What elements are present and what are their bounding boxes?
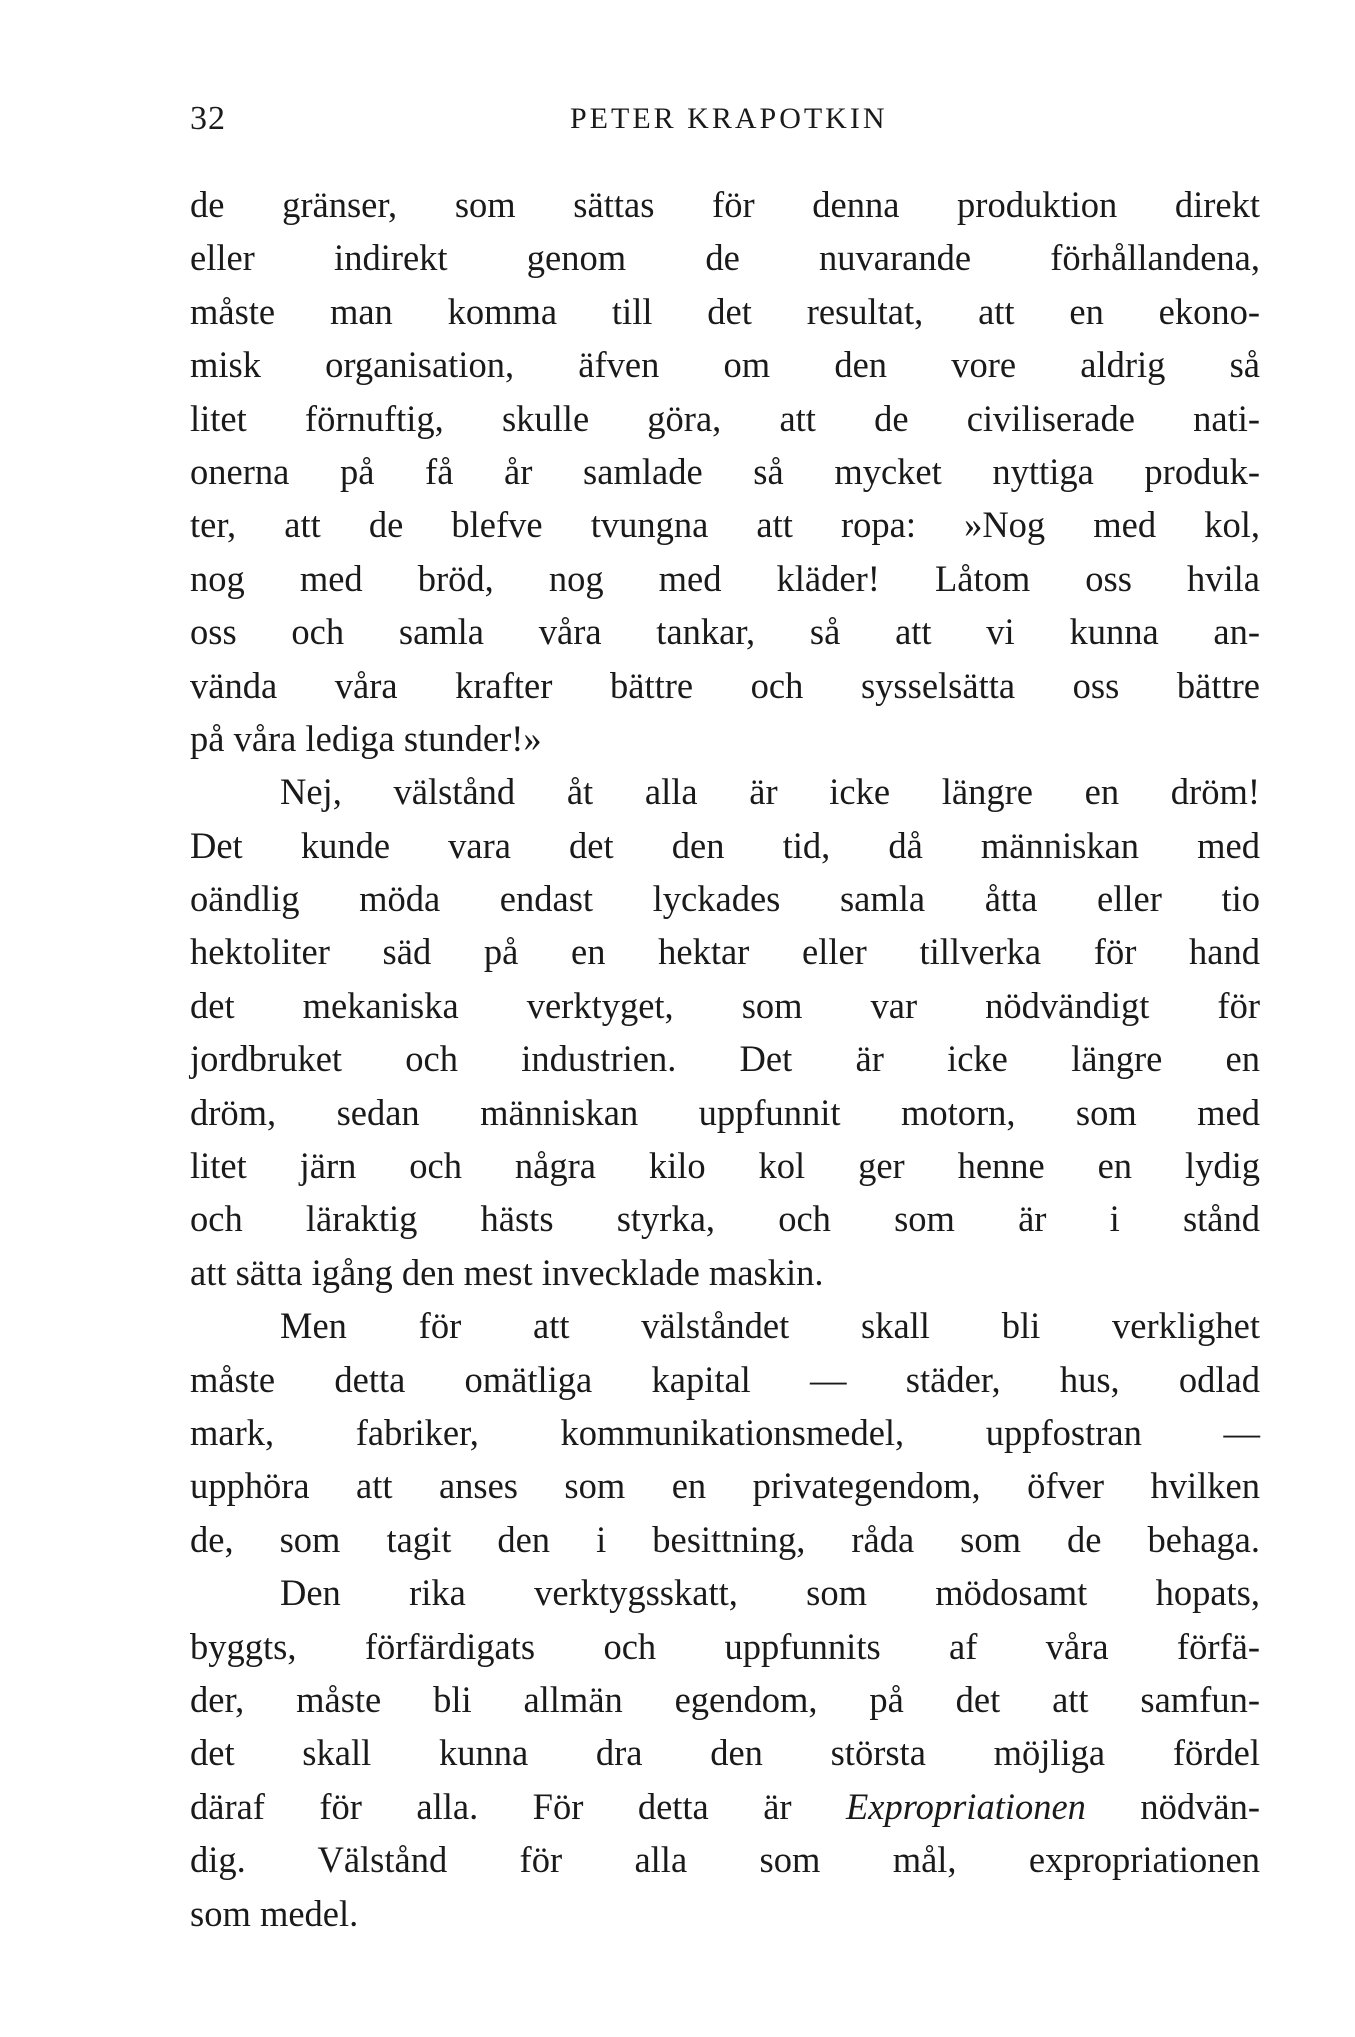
text-line: litet järn och några kilo kol ger henne en lydig — [190, 1145, 1260, 1187]
text-line: oändlig möda endast lyckades samla åtta eller tio — [190, 878, 1260, 920]
text-line: de, som tagit den i besittning, råda som de behaga. — [190, 1518, 1260, 1560]
text-line: mark, fabriker, kommunikationsmedel, uppfostran — — [190, 1411, 1260, 1453]
text-line: misk organisation, äfven om den vore aldrig så — [190, 344, 1260, 386]
text-line: byggts, förfärdigats och uppfunnits af våra förfä- — [190, 1625, 1260, 1667]
page-number: 32 — [190, 100, 226, 137]
text-line: onerna på få år samlade så mycket nyttiga produk- — [190, 450, 1260, 492]
text-line: upphöra att anses som en privategendom, öfver hvilken — [190, 1465, 1260, 1507]
text-line: som medel. — [190, 1892, 359, 1934]
text-line: att sätta igång den mest invecklade maskin. — [190, 1251, 824, 1293]
text-line: dig. Välstånd för alla som mål, expropriationen — [190, 1839, 1260, 1881]
text-line: ter, att de blefve tvungna att ropa: »Nog med kol, — [190, 504, 1260, 546]
text-line: de gränser, som sättas för denna produktion direkt — [190, 184, 1260, 225]
text-segment: däraf för alla. För detta är — [190, 1785, 846, 1827]
text-line: det skall kunna dra den största möjliga fördel — [190, 1732, 1260, 1774]
page-header — [190, 100, 1260, 150]
italic-term: Expropriationen — [846, 1785, 1086, 1827]
text-line: och läraktig hästs styrka, och som är i stånd — [190, 1198, 1260, 1240]
text-line: vända våra krafter bättre och sysselsätta oss bättre — [190, 664, 1260, 706]
text-line: oss och samla våra tankar, så att vi kunna an- — [190, 611, 1260, 653]
text-line: litet förnuftig, skulle göra, att de civiliserade nati- — [190, 397, 1260, 439]
text-line: på våra lediga stunder!» — [190, 717, 542, 759]
text-line: hektoliter säd på en hektar eller tillverka för hand — [190, 931, 1260, 973]
text-line: Det kunde vara det den tid, då människan med — [190, 824, 1260, 866]
text-line: måste man komma till det resultat, att en ekono- — [190, 290, 1260, 332]
text-line: måste detta omätliga kapital — städer, hus, odlad — [190, 1358, 1260, 1400]
text-segment: nödvän- — [1085, 1785, 1260, 1827]
body-text — [190, 178, 1260, 1940]
text-line: eller indirekt genom de nuvarande förhållandena, — [190, 237, 1260, 279]
running-head: PETER KRAPOTKIN — [570, 102, 888, 135]
text-line: jordbruket och industrien. Det är icke längre en — [190, 1038, 1260, 1080]
text-line: der, måste bli allmän egendom, på det att samfun- — [190, 1678, 1260, 1720]
text-line — [190, 1780, 1260, 1833]
text-line: nog med bröd, nog med kläder! Låtom oss hvila — [190, 557, 1260, 599]
text-line: Men för att välståndet skall bli verklighet — [280, 1305, 1260, 1347]
text-line: Den rika verktygsskatt, som mödosamt hopats, — [280, 1572, 1260, 1614]
text-line: det mekaniska verktyget, som var nödvändigt för — [190, 984, 1260, 1026]
text-line: Nej, välstånd åt alla är icke längre en dröm! — [280, 771, 1260, 813]
text-line: dröm, sedan människan uppfunnit motorn, som med — [190, 1091, 1260, 1133]
